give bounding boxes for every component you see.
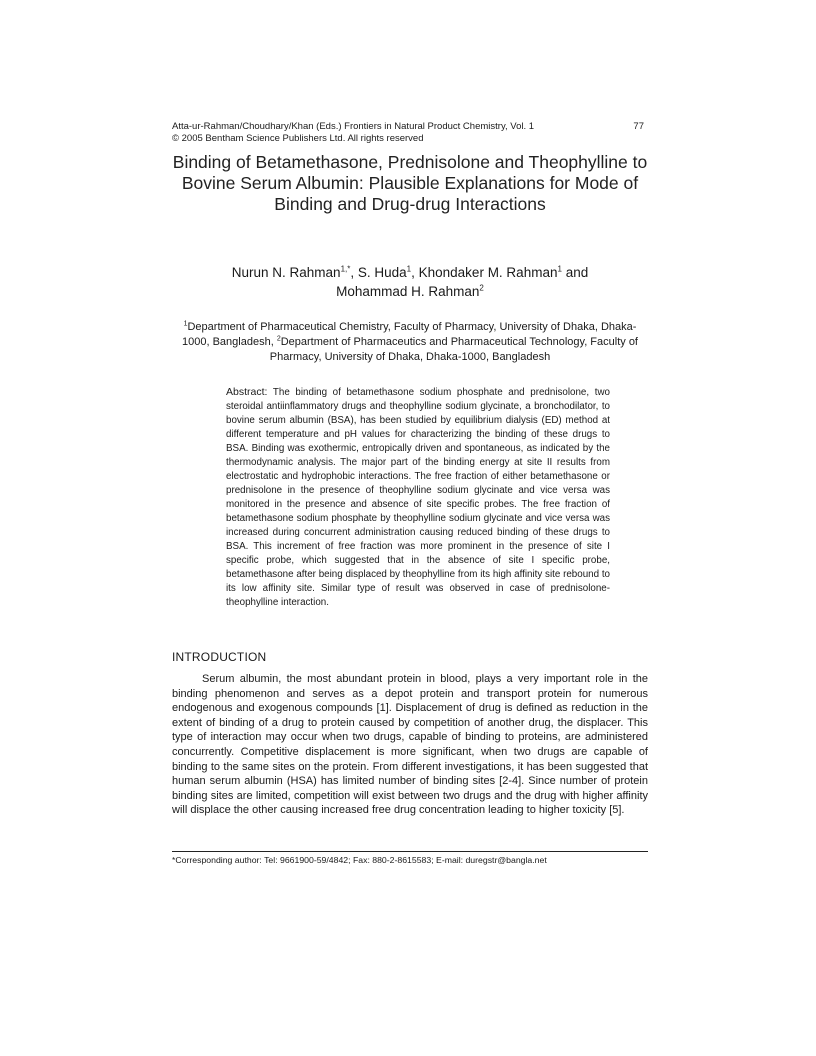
abstract — [226, 385, 610, 610]
affiliation-text: Department of Pharmaceutics and Pharmaceutical Technology, Faculty of Pharmacy, University of Dhaka, Dhaka-1000, Bangladesh — [269, 336, 638, 363]
author-affiliation-mark: 1,* — [340, 264, 351, 274]
author-affiliation-mark: 2 — [479, 283, 484, 293]
introduction-paragraph: Serum albumin, the most abundant protein in blood, plays a very important role in the binding phenomenon and serves as a depot protein and transport protein for numerous endogenous and exogenous compounds [1]. Displacement of drug is defined as reduction in the extent of binding of a drug to protein caused by competition of another drug, the displacer. This type of interaction may occur when two drugs, capable of binding to proteins, are administered concurrently. Competitive displacement is more significant, when two drugs are capable of binding to the same sites on the protein. From different investigations, it has been suggested that human serum albumin (HSA) has limited number of binding sites [2-4]. Since number of protein binding sites are limited, competition will exist between two drugs and the drug with higher affinity will displace the other causing increased free drug concentration leading to higher toxicity [5]. — [172, 673, 648, 817]
author-name: S. Huda — [357, 265, 407, 280]
author-conjunction: and — [565, 265, 589, 280]
abstract-text: The binding of betamethasone sodium phosphate and prednisolone, two steroidal antiinflammatory drugs and theophylline sodium glycinate, a bronchodilator, to bovine serum albumin (BSA), has been studied by equilibrium dialysis (ED) method at different temperature and pH values for characterizing the binding of these drugs to BSA. Binding was exothermic, entropically driven and spontaneous, as indicated by the thermodynamic analysis. The major part of the binding energy at site II results from electrostatic and hydrophobic interactions. The free fraction of either betamethasone or prednisolone in the presence of theophylline sodium glycinate and vice versa was monitored in the presence and absence of site specific probes. The free fraction of betamethasone sodium phosphate by theophylline sodium glycinate and vice versa was increased during concurrent administration causing reduced binding of these drugs to BSA. This increment of free fraction was more prominent in the presence of site I specific probe, which suggested that in the absence of site I specific probe, betamethasone after being displaced by theophylline from its high affinity site rebound to its low affinity site. Similar type of result was observed in case of prednisolone-theophylline interaction. — [226, 387, 610, 608]
citation-line: Atta-ur-Rahman/Choudhary/Khan (Eds.) Frontiers in Natural Product Chemistry, Vol. 1 — [172, 121, 535, 132]
author-affiliation-mark: 1 — [406, 264, 412, 274]
author-name: Khondaker M. Rahman — [418, 265, 558, 280]
abstract-label: Abstract: — [226, 386, 268, 398]
author-affiliation-mark: 1 — [557, 264, 562, 274]
paper-title: Binding of Betamethasone, Prednisolone and Theophylline to Bovine Serum Albumin: Plausible Explanations for Mode of Binding and Drug-drug Interactions — [172, 152, 648, 214]
affiliation-mark: 1 — [183, 320, 188, 328]
copyright-line: © 2005 Bentham Science Publishers Ltd. All rights reserved — [172, 133, 424, 144]
affiliation-mark: 2 — [276, 335, 281, 343]
author-name: Nurun N. Rahman — [231, 265, 341, 280]
author-name: Mohammad H. Rahman — [336, 284, 480, 299]
affiliation-text: Department of Pharmaceutical Chemistry, Faculty of Pharmacy, University of Dhaka, Dhaka-1000, Bangladesh, — [182, 321, 637, 348]
running-header — [172, 121, 648, 145]
section-heading-introduction: INTRODUCTION — [172, 650, 267, 664]
affiliations — [172, 320, 648, 365]
footnote-divider — [172, 851, 648, 852]
page-number: 77 — [633, 121, 644, 132]
author-list: Nurun N. Rahman$^{1,*}$, S. Huda$^1$, Khondaker M. Rahman$^1$ and Mohammad H. Rahman$^2$ — [231, 264, 589, 299]
corresponding-author-footnote: *Corresponding author: Tel: 9661900-59/4842; Fax: 880-2-8615583; E-mail: duregstr@bangla.net — [172, 855, 547, 865]
